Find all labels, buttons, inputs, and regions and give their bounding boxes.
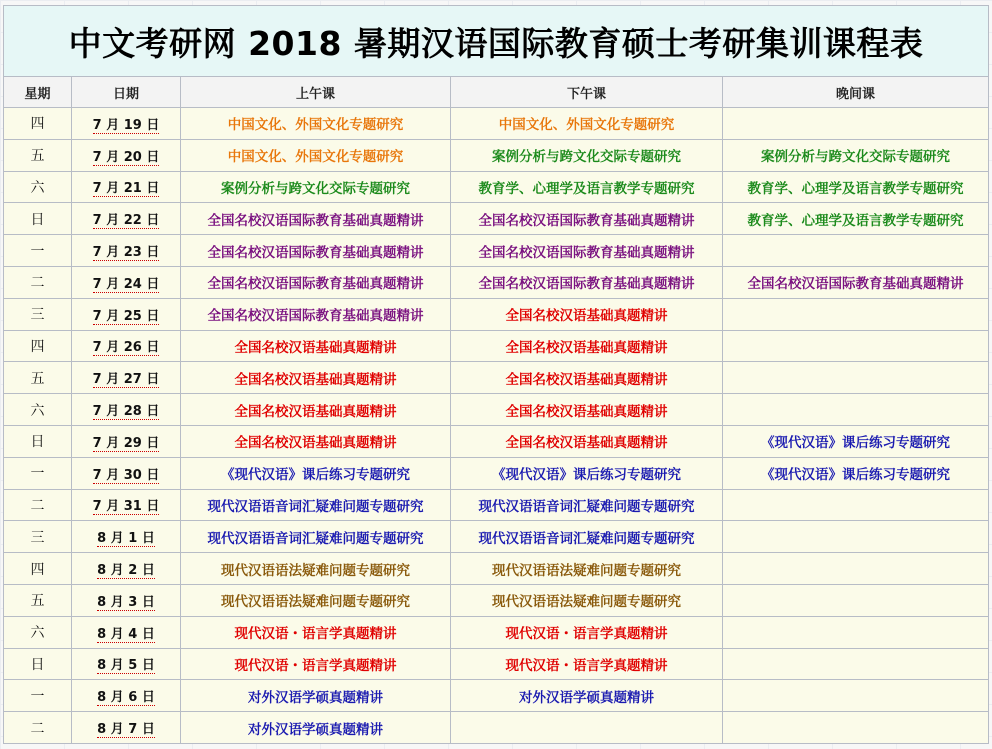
cell-date[interactable] [72,648,181,680]
table-row [4,266,989,298]
cell-weekday[interactable]: 二 [4,489,72,521]
header-morning[interactable]: 上午课 [181,77,451,108]
date-text: 7 月 29 日 [92,435,160,451]
cell-evening[interactable] [723,108,989,140]
cell-morning[interactable]: 全国名校汉语国际教育基础真题精讲 [181,235,451,267]
cell-afternoon[interactable]: 全国名校汉语基础真题精讲 [451,298,723,330]
cell-evening[interactable] [723,648,989,680]
table-row [4,489,989,521]
cell-date[interactable] [72,108,181,140]
cell-morning[interactable]: 全国名校汉语基础真题精讲 [181,330,451,362]
cell-date[interactable] [72,521,181,553]
cell-morning[interactable]: 现代汉语语法疑难问题专题研究 [181,553,451,585]
cell-date[interactable] [72,712,181,744]
date-text: 7 月 26 日 [92,340,160,356]
cell-morning[interactable]: 全国名校汉语基础真题精讲 [181,425,451,457]
date-text: 7 月 22 日 [92,213,160,229]
cell-weekday[interactable]: 五 [4,584,72,616]
cell-afternoon[interactable]: 案例分析与跨文化交际专题研究 [451,139,723,171]
date-text: 7 月 19 日 [92,117,160,133]
schedule-body [4,108,989,744]
table-row [4,712,989,744]
cell-afternoon[interactable]: 现代汉语语法疑难问题专题研究 [451,553,723,585]
cell-evening[interactable]: 全国名校汉语国际教育基础真题精讲 [723,266,989,298]
cell-date[interactable] [72,584,181,616]
cell-date[interactable] [72,139,181,171]
cell-weekday[interactable]: 五 [4,139,72,171]
cell-morning[interactable]: 案例分析与跨文化交际专题研究 [181,171,451,203]
table-row [4,330,989,362]
cell-afternoon[interactable]: 现代汉语语法疑难问题专题研究 [451,584,723,616]
date-text: 8 月 2 日 [97,563,155,579]
table-row [4,171,989,203]
cell-evening[interactable] [723,330,989,362]
header-row [4,77,989,108]
cell-afternoon[interactable]: 全国名校汉语国际教育基础真题精讲 [451,203,723,235]
cell-evening[interactable]: 教育学、心理学及语言教学专题研究 [723,171,989,203]
cell-afternoon[interactable]: 现代汉语・语言学真题精讲 [451,616,723,648]
cell-weekday[interactable]: 日 [4,203,72,235]
cell-weekday[interactable]: 六 [4,616,72,648]
cell-evening[interactable] [723,616,989,648]
cell-weekday[interactable]: 五 [4,362,72,394]
cell-afternoon[interactable]: 全国名校汉语基础真题精讲 [451,394,723,426]
table-row [4,394,989,426]
cell-morning[interactable]: 中国文化、外国文化专题研究 [181,139,451,171]
cell-weekday[interactable]: 一 [4,235,72,267]
cell-evening[interactable] [723,584,989,616]
table-row [4,648,989,680]
course-schedule-table [3,5,989,744]
header-evening[interactable]: 晚间课 [723,77,989,108]
cell-weekday[interactable]: 四 [4,108,72,140]
cell-date[interactable] [72,616,181,648]
header-afternoon[interactable]: 下午课 [451,77,723,108]
table-row [4,425,989,457]
cell-weekday[interactable]: 二 [4,266,72,298]
cell-weekday[interactable]: 六 [4,171,72,203]
cell-date[interactable] [72,457,181,489]
cell-morning[interactable]: 对外汉语学硕真题精讲 [181,712,451,744]
cell-morning[interactable]: 全国名校汉语国际教育基础真题精讲 [181,266,451,298]
date-text: 7 月 31 日 [92,499,160,515]
cell-evening[interactable] [723,394,989,426]
cell-afternoon[interactable]: 全国名校汉语基础真题精讲 [451,425,723,457]
cell-date[interactable] [72,330,181,362]
cell-morning[interactable]: 中国文化、外国文化专题研究 [181,108,451,140]
cell-morning[interactable]: 现代汉语・语言学真题精讲 [181,616,451,648]
cell-afternoon[interactable]: 中国文化、外国文化专题研究 [451,108,723,140]
cell-weekday[interactable]: 四 [4,330,72,362]
header-date[interactable]: 日期 [72,77,181,108]
cell-morning[interactable]: 现代汉语・语言学真题精讲 [181,648,451,680]
cell-morning[interactable]: 全国名校汉语国际教育基础真题精讲 [181,203,451,235]
cell-morning[interactable]: 《现代汉语》课后练习专题研究 [181,457,451,489]
header-weekday[interactable]: 星期 [4,77,72,108]
table-title: 中文考研网 2018 暑期汉语国际教育硕士考研集训课程表 [4,6,989,77]
cell-weekday[interactable]: 四 [4,553,72,585]
cell-weekday[interactable]: 一 [4,457,72,489]
cell-evening[interactable] [723,362,989,394]
date-text: 8 月 4 日 [97,626,155,642]
cell-evening[interactable] [723,489,989,521]
table-row [4,457,989,489]
cell-date[interactable] [72,235,181,267]
date-text: 7 月 24 日 [92,276,160,292]
cell-afternoon[interactable]: 对外汉语学硕真题精讲 [451,680,723,712]
cell-afternoon[interactable]: 全国名校汉语国际教育基础真题精讲 [451,235,723,267]
cell-morning[interactable]: 全国名校汉语基础真题精讲 [181,362,451,394]
cell-date[interactable] [72,680,181,712]
table-row [4,362,989,394]
date-text: 7 月 23 日 [92,245,160,261]
cell-date[interactable] [72,171,181,203]
cell-afternoon[interactable]: 现代汉语・语言学真题精讲 [451,648,723,680]
cell-afternoon[interactable]: 全国名校汉语基础真题精讲 [451,362,723,394]
table-row [4,298,989,330]
table-row [4,203,989,235]
cell-date[interactable] [72,394,181,426]
cell-date[interactable] [72,362,181,394]
cell-evening[interactable] [723,235,989,267]
cell-afternoon[interactable]: 现代汉语语音词汇疑难问题专题研究 [451,489,723,521]
cell-evening[interactable]: 教育学、心理学及语言教学专题研究 [723,203,989,235]
cell-date[interactable] [72,553,181,585]
date-text: 7 月 30 日 [92,467,160,483]
cell-date[interactable] [72,203,181,235]
cell-date[interactable] [72,298,181,330]
date-text: 7 月 25 日 [92,308,160,324]
cell-afternoon[interactable]: 全国名校汉语基础真题精讲 [451,330,723,362]
date-text: 7 月 27 日 [92,372,160,388]
cell-evening[interactable] [723,521,989,553]
cell-morning[interactable]: 全国名校汉语国际教育基础真题精讲 [181,298,451,330]
date-text: 8 月 7 日 [97,722,155,738]
cell-weekday[interactable]: 二 [4,712,72,744]
cell-morning[interactable]: 全国名校汉语基础真题精讲 [181,394,451,426]
date-text: 8 月 5 日 [97,658,155,674]
cell-evening[interactable]: 《现代汉语》课后练习专题研究 [723,457,989,489]
table-row [4,584,989,616]
cell-afternoon[interactable]: 《现代汉语》课后练习专题研究 [451,457,723,489]
cell-afternoon[interactable]: 现代汉语语音词汇疑难问题专题研究 [451,521,723,553]
date-text: 7 月 20 日 [92,149,160,165]
table-row [4,616,989,648]
table-row [4,139,989,171]
table-row [4,521,989,553]
cell-date[interactable] [72,425,181,457]
cell-weekday[interactable]: 六 [4,394,72,426]
date-text: 8 月 6 日 [97,690,155,706]
cell-morning[interactable]: 对外汉语学硕真题精讲 [181,680,451,712]
cell-date[interactable] [72,489,181,521]
cell-afternoon[interactable]: 教育学、心理学及语言教学专题研究 [451,171,723,203]
cell-evening[interactable]: 案例分析与跨文化交际专题研究 [723,139,989,171]
cell-evening[interactable]: 《现代汉语》课后练习专题研究 [723,425,989,457]
cell-weekday[interactable]: 一 [4,680,72,712]
cell-morning[interactable]: 现代汉语语法疑难问题专题研究 [181,584,451,616]
cell-weekday[interactable]: 三 [4,521,72,553]
table-row [4,680,989,712]
cell-afternoon[interactable] [451,712,723,744]
cell-morning[interactable]: 现代汉语语音词汇疑难问题专题研究 [181,489,451,521]
date-text: 8 月 3 日 [97,594,155,610]
cell-date[interactable] [72,266,181,298]
cell-evening[interactable] [723,712,989,744]
cell-afternoon[interactable]: 全国名校汉语国际教育基础真题精讲 [451,266,723,298]
cell-weekday[interactable]: 日 [4,425,72,457]
date-text: 7 月 28 日 [92,404,160,420]
cell-evening[interactable] [723,553,989,585]
cell-weekday[interactable]: 三 [4,298,72,330]
cell-weekday[interactable]: 日 [4,648,72,680]
table-row [4,108,989,140]
cell-morning[interactable]: 现代汉语语音词汇疑难问题专题研究 [181,521,451,553]
table-row [4,553,989,585]
cell-evening[interactable] [723,680,989,712]
table-row [4,235,989,267]
date-text: 7 月 21 日 [92,181,160,197]
cell-evening[interactable] [723,298,989,330]
date-text: 8 月 1 日 [97,531,155,547]
